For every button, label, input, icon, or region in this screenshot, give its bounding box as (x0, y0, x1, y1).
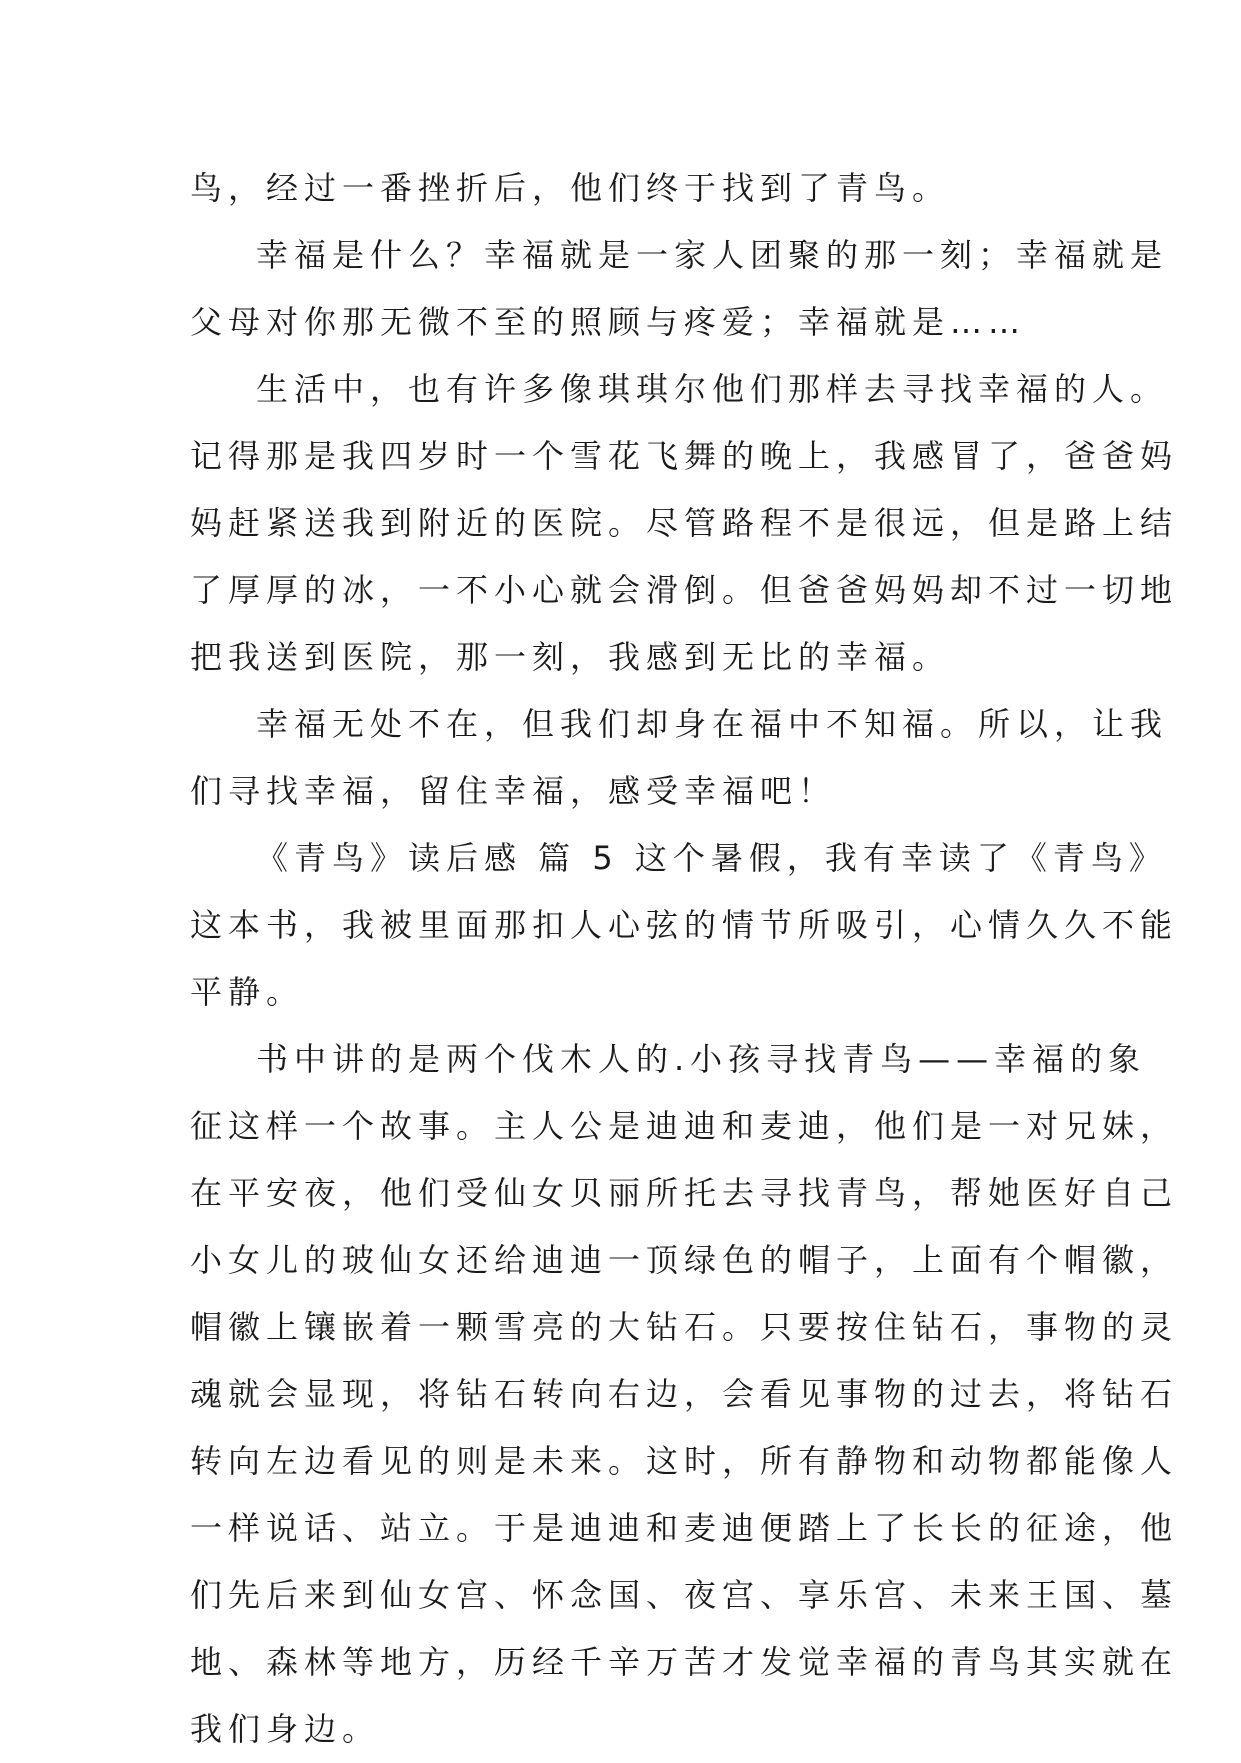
text-line-17: 小女儿的玻仙女还给迪迪一顶绿色的帽子，上面有个帽徽， (190, 1241, 1179, 1279)
text-line-19: 魂就会显现，将钻石转向右边，会看见事物的过去，将钻石 (190, 1375, 1179, 1413)
text-line-24: 我们身边。 (190, 1710, 381, 1748)
text-line-13: 平静。 (190, 973, 305, 1011)
text-line-14: 书中讲的是两个伐木人的.小孩寻找青鸟——幸福的象 (256, 1040, 1147, 1078)
text-line-10: 们寻找幸福，留住幸福，感受幸福吧！ (190, 772, 837, 810)
text-line-4: 生活中，也有许多像琪琪尔他们那样去寻找幸福的人。 (256, 370, 1169, 408)
text-line-6: 妈赶紧送我到附近的医院。尽管路程不是很远，但是路上结 (190, 504, 1179, 542)
text-line-20: 转向左边看见的则是未来。这时，所有静物和动物都能像人 (190, 1442, 1179, 1480)
text-line-5: 记得那是我四岁时一个雪花飞舞的晚上，我感冒了，爸爸妈 (190, 437, 1179, 475)
text-line-22: 们先后来到仙女宫、怀念国、夜宫、享乐宫、未来王国、墓 (190, 1576, 1179, 1614)
text-line-21: 一样说话、站立。于是迪迪和麦迪便踏上了长长的征途，他 (190, 1509, 1179, 1547)
text-line-16: 在平安夜，他们受仙女贝丽所托去寻找青鸟，帮她医好自己 (190, 1174, 1179, 1212)
text-line-7: 了厚厚的冰，一不小心就会滑倒。但爸爸妈妈却不过一切地 (190, 571, 1179, 609)
section-heading-line: 《青鸟》读后感 篇 5 这个暑假，我有幸读了《青鸟》 (256, 839, 1167, 877)
text-line-9: 幸福无处不在，但我们却身在福中不知福。所以，让我 (256, 705, 1169, 743)
text-line-3: 父母对你那无微不至的照顾与疼爱；幸福就是…… (190, 303, 1027, 341)
text-line-23: 地、森林等地方，历经千辛万苦才发觉幸福的青鸟其实就在 (190, 1643, 1179, 1681)
text-line-8: 把我送到医院，那一刻，我感到无比的幸福。 (190, 638, 951, 676)
text-line-12: 这本书，我被里面那扣人心弦的情节所吸引，心情久久不能 (190, 906, 1179, 944)
document-body (190, 155, 1179, 1763)
text-line-2: 幸福是什么？幸福就是一家人团聚的那一刻；幸福就是 (256, 236, 1169, 274)
text-line-15: 征这样一个故事。主人公是迪迪和麦迪，他们是一对兄妹， (190, 1107, 1179, 1145)
text-line-1: 鸟，经过一番挫折后，他们终于找到了青鸟。 (190, 169, 951, 207)
text-line-18: 帽徽上镶嵌着一颗雪亮的大钻石。只要按住钻石，事物的灵 (190, 1308, 1179, 1346)
